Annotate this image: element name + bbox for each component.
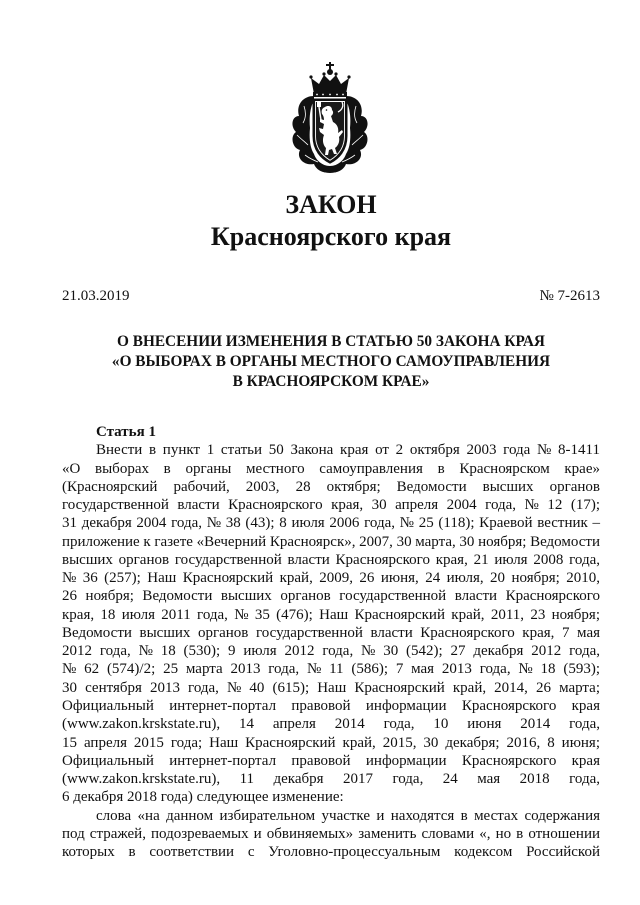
article-paragraph	[62, 807, 600, 862]
law-title-line: В КРАСНОЯРСКОМ КРАЕ»	[232, 373, 430, 390]
adoption-date: 21.03.2019	[62, 288, 130, 304]
article-text-line: Официальный интернет-портал правовой информации Красноярского края	[62, 752, 600, 769]
law-title	[62, 332, 600, 392]
document-type-heading: ЗАКОН	[285, 190, 377, 219]
article-heading: Статья 1	[96, 424, 156, 440]
article-text-line: 31 декабря 2004 года, № 38 (43); 8 июля 2006 года, № 25 (118); Краевой вестник –	[62, 515, 600, 532]
article-text-line: слова «на данном избирательном участке и находятся в местах содержания	[96, 807, 600, 824]
region-heading: Красноярского края	[210, 222, 452, 251]
article-text-line: «О выборах в органы местного самоуправления в Красноярском крае»	[62, 460, 600, 477]
crown	[309, 62, 350, 97]
article-paragraph	[62, 441, 600, 806]
article-text-line: (www.zakon.krskstate.ru), 11 декабря 2017 года, 24 мая 2018 года,	[62, 771, 600, 788]
article-text-line: № 36 (257); Наш Красноярский край, 2009, 26 июня, 24 июля, 20 ноября; 2010,	[62, 570, 600, 587]
law-title-line: О ВНЕСЕНИИ ИЗМЕНЕНИЯ В СТАТЬЮ 50 ЗАКОНА КРАЯ	[117, 333, 545, 350]
article-text-line: Ведомости высших органов государственной власти Красноярского края, 7 мая	[62, 624, 600, 641]
article-text-line: края, 18 июля 2011 года, № 35 (476); Наш Красноярский край, 2011, 23 ноября;	[62, 606, 600, 623]
law-title-line: «О ВЫБОРАХ В ОРГАНЫ МЕСТНОГО САМОУПРАВЛЕНИЯ	[111, 353, 551, 370]
article-text-line: (www.zakon.krskstate.ru), 14 апреля 2014 года, 10 июня 2014 года,	[62, 716, 600, 733]
document-body	[62, 423, 600, 861]
article-text-line: (Красноярский рабочий, 2003, 28 октября; Ведомости высших органов	[62, 478, 600, 495]
article-text-line: государственной власти Красноярского края, 30 апреля 2004 года, № 12 (17);	[62, 497, 600, 514]
article-text-line: № 62 (574)/2; 25 марта 2013 года, № 11 (586); 7 мая 2013 года, № 18 (593);	[62, 661, 600, 678]
article-text-line: 15 апреля 2015 года; Наш Красноярский край, 2015, 30 декабря; 2016, 8 июня;	[62, 734, 600, 751]
law-number: № 7-2613	[539, 288, 600, 304]
article-text-line: приложение к газете «Вечерний Красноярск», 2007, 30 марта, 30 ноября; Ведомости	[62, 533, 600, 550]
article-text-line: 26 ноября; Ведомости высших органов государственной власти Красноярского	[62, 588, 600, 605]
article-text-line: 30 сентября 2013 года, № 40 (615); Наш Красноярский край, 2014, 26 марта;	[62, 679, 600, 696]
article-text-line: под стражей, подозреваемых и обвиняемых» заменить словами «, но в отношении	[62, 825, 600, 842]
date-number-row	[62, 287, 600, 306]
article-text-line: которых в соответствии с Уголовно-процессуальным кодексом Российской	[62, 844, 600, 861]
article-text-line: высших органов государственной власти Красноярского края, 21 июля 2008 года,	[62, 551, 600, 568]
article-text-line: Официальный интернет-портал правовой информации Красноярского края	[62, 697, 600, 714]
article-text-line: 6 декабря 2018 года) следующее изменение:	[62, 789, 344, 806]
article-text-line: Внести в пункт 1 статьи 50 Закона края от 2 октября 2003 года № 8-1411	[96, 442, 600, 459]
coat-of-arms-icon	[284, 62, 376, 178]
article-text-line: 2012 года, № 18 (530); 9 июля 2012 года, № 30 (542); 27 декабря 2012 года,	[62, 643, 600, 660]
